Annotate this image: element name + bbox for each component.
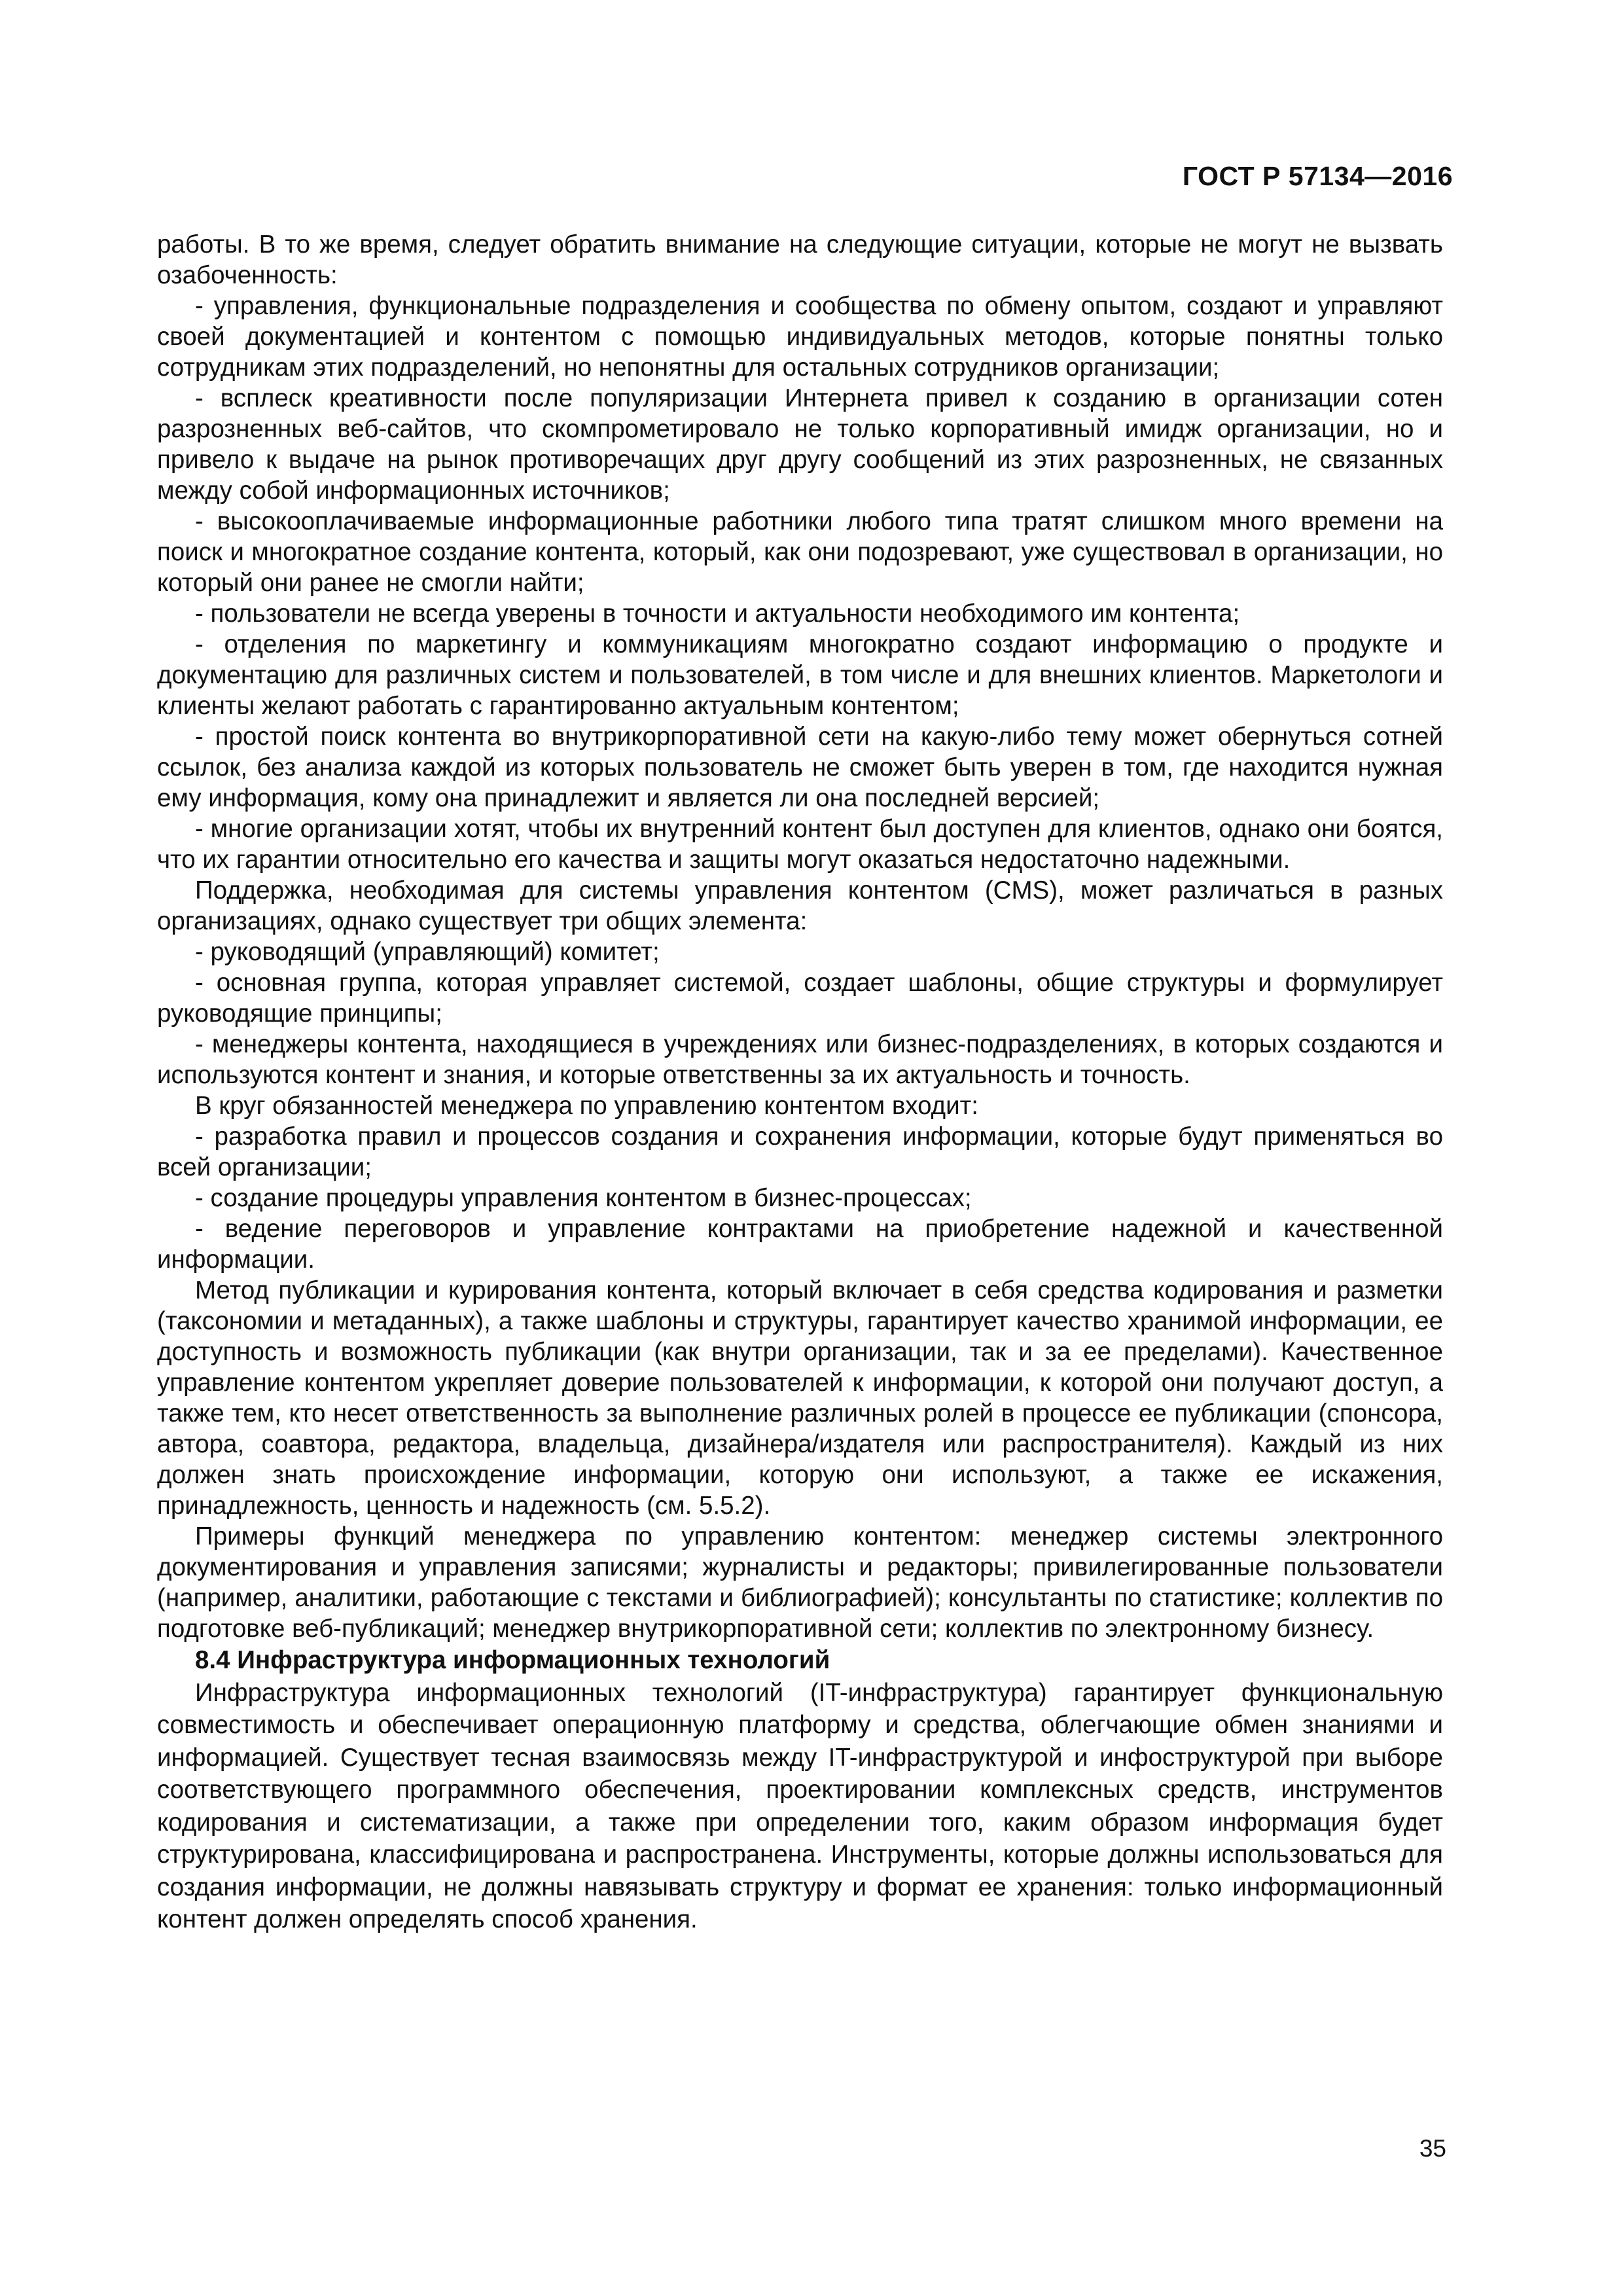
list-item: - многие организации хотят, чтобы их внутренний контент был доступен для клиентов, однако они боятся, что их гарантии относительно его качества и защиты могут оказаться недостаточно надежными.: [157, 815, 1443, 874]
list-item: - пользователи не всегда уверены в точности и актуальности необходимого им контента;: [195, 600, 1240, 628]
list-item: - ведение переговоров и управление контрактами на приобретение надежной и качественной информации.: [157, 1215, 1443, 1274]
list-item: - отделения по маркетингу и коммуникациям многократно создают информацию о продукте и документацию для различных систем и пользователей, в том числе и для внешних клиентов. Маркетологи и клиенты желают работать с гарантированно актуальным контентом;: [157, 630, 1443, 720]
section-heading: 8.4 Инфраструктура информационных технологий: [195, 1646, 830, 1674]
paragraph: В круг обязанностей менеджера по управлению контентом входит:: [195, 1092, 978, 1120]
list-item: - руководящий (управляющий) комитет;: [195, 938, 660, 966]
list-item: - простой поиск контента во внутрикорпоративной сети на какую-либо тему может обернуться сотней ссылок, без анализа каждой из которых пользователь не сможет быть уверен в том, где находится нужная ему информация, кому она принадлежит и является ли она последней версией;: [157, 723, 1443, 812]
list-item: - менеджеры контента, находящиеся в учреждениях или бизнес-подразделениях, в которых создаются и используются контент и знания, и которые ответственны за их актуальность и точность.: [157, 1030, 1443, 1089]
list-item: - высокооплачиваемые информационные работники любого типа тратят слишком много времени на поиск и многократное создание контента, который, как они подозревают, уже существовал в организации, но который они ранее не смогли найти;: [157, 507, 1443, 597]
document-header: ГОСТ Р 57134—2016: [1182, 161, 1453, 191]
section-8-4: [157, 1644, 1443, 1936]
paragraph: работы. В то же время, следует обратить внимание на следующие ситуации, которые не могут не вызвать озабоченность:: [157, 230, 1443, 289]
page-number: 35: [1419, 2135, 1446, 2162]
list-item: - основная группа, которая управляет системой, создает шаблоны, общие структуры и формулирует руководящие принципы;: [157, 969, 1443, 1028]
paragraph: Поддержка, необходимая для системы управления контентом (CMS), может различаться в разных организациях, однако существует три общих элемента:: [157, 876, 1443, 935]
list-item: - разработка правил и процессов создания и сохранения информации, которые будут применяться во всей организации;: [157, 1122, 1443, 1181]
paragraph: Примеры функций менеджера по управлению контентом: менеджер системы электронного документирования и управления записями; журналисты и редакторы; привилегированные пользователи (например, аналитики, работающие с текстами и библиографией); консультанты по статистике; коллектив по подготовке веб-публикаций; менеджер внутрикорпоративной сети; коллектив по электронному бизнесу.: [157, 1522, 1443, 1643]
paragraph: Метод публикации и курирования контента, который включает в себя средства кодирования и разметки (таксономии и метаданных), а также шаблоны и структуры, гарантирует качество хранимой информации, ее доступность и возможность публикации (как внутри организации, так и за ее пределами). Качественное управление контентом укрепляет доверие пользователей к информации, к которой они получают доступ, а также тем, кто несет ответственность за выполнение различных ролей в процессе ее публикации (спонсора, автора, соавтора, редактора, владельца, дизайнера/издателя или распространителя). Каждый из них должен знать происхождение информации, которую они используют, а также ее искажения, принадлежность, ценность и надежность (см. 5.5.2).: [157, 1276, 1443, 1520]
list-item: - создание процедуры управления контентом в бизнес-процессах;: [195, 1184, 972, 1212]
list-item: - всплеск креативности после популяризации Интернета привел к созданию в организации сотен разрозненных веб-сайтов, что скомпрометировало не только корпоративный имидж организации, но и привело к выдаче на рынок противоречащих друг другу сообщений из этих разрозненных, не связанных между собой информационных источников;: [157, 384, 1443, 505]
list-item: - управления, функциональные подразделения и сообщества по обмену опытом, создают и управляют своей документацией и контентом с помощью индивидуальных методов, которые понятны только сотрудникам этих подразделений, но непонятны для остальных сотрудников организации;: [157, 292, 1443, 382]
document-body: [157, 229, 1443, 1936]
section-paragraph: Инфраструктура информационных технологий (IT-инфраструктура) гарантирует функциональную совместимость и обеспечивает операционную платформу и средства, облегчающие обмен знаниями и информацией. Существует тесная взаимосвязь между IT-инфраструктурой и инфоструктурой при выборе соответствующего программного обеспечения, проектировании комплексных средств, инструментов кодирования и систематизации, а также при определении того, каким образом информация будет структурирована, классифицирована и распространена. Инструменты, которые должны использоваться для создания информации, не должны навязывать структуру и формат ее хранения: только информационный контент должен определять способ хранения.: [157, 1678, 1443, 1933]
